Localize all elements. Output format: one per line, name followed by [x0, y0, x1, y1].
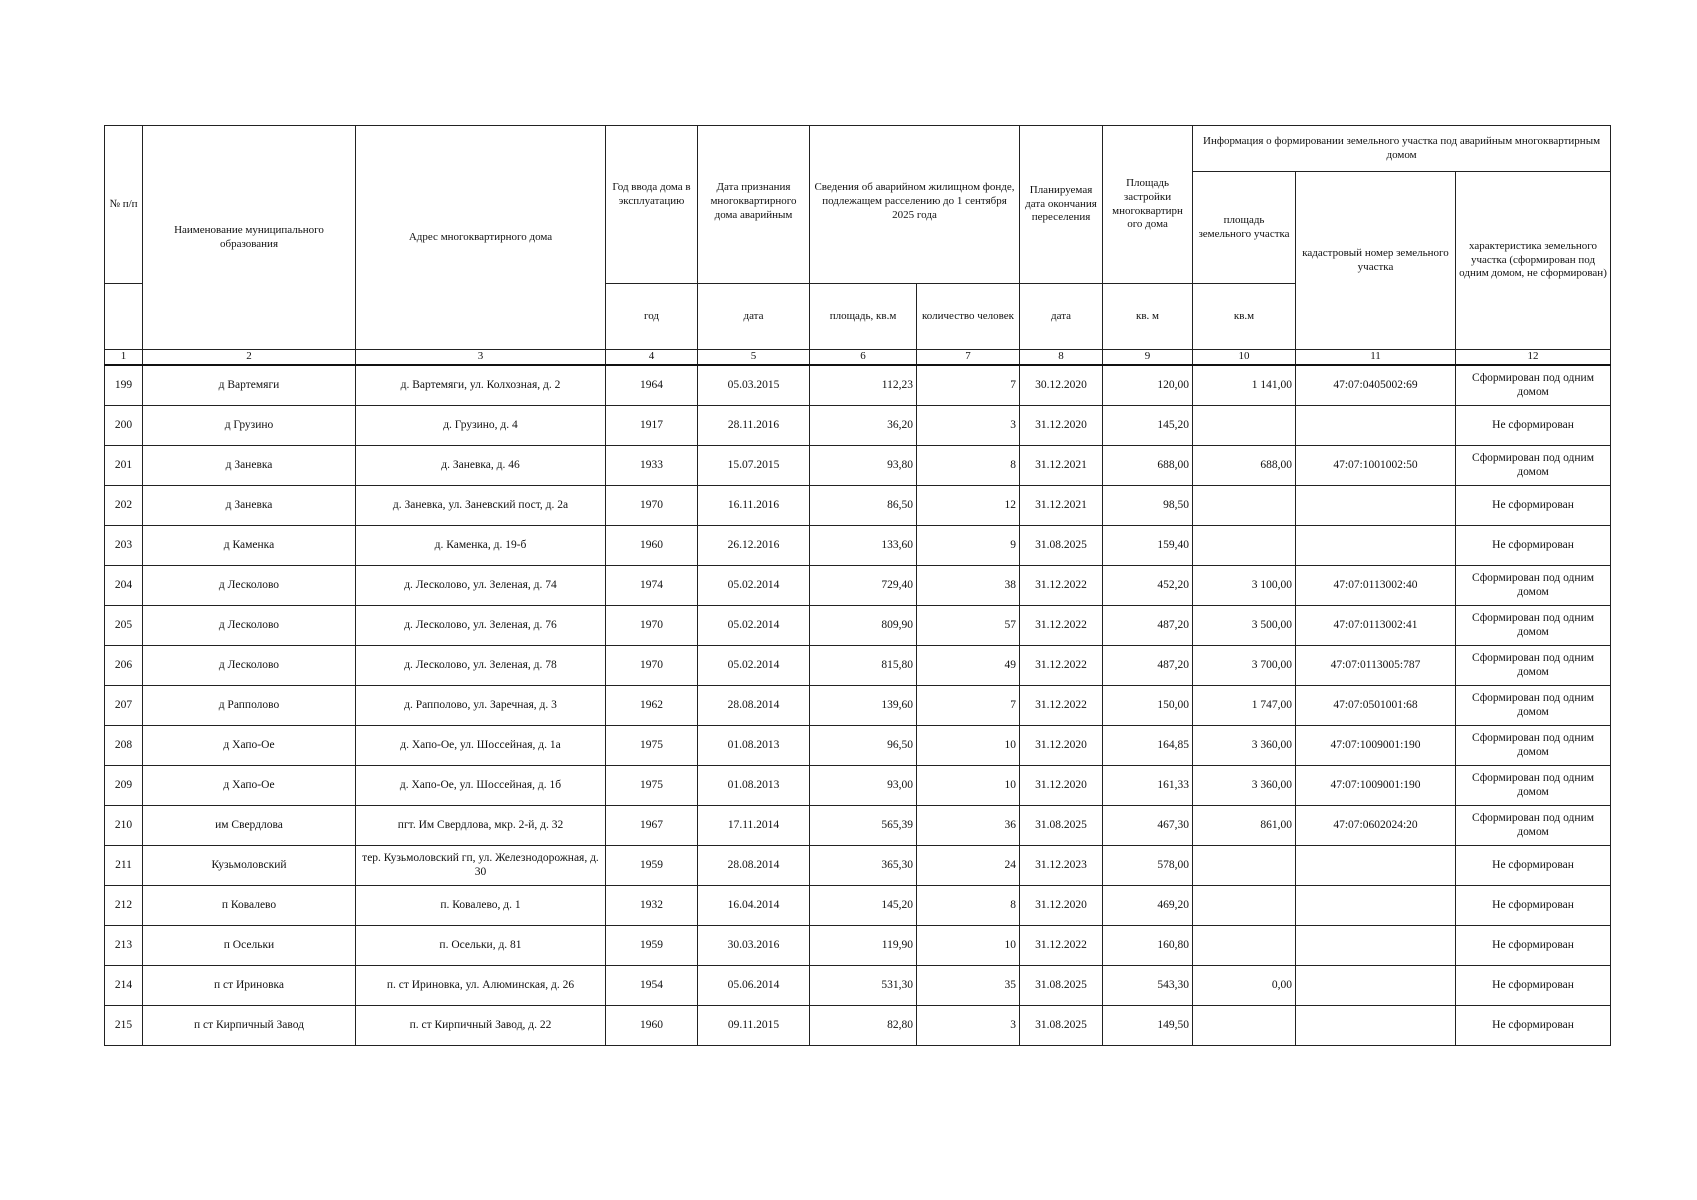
row-number-cell: 211	[105, 845, 143, 885]
emergency-date-cell: 30.03.2016	[698, 925, 810, 965]
building-area-cell: 120,00	[1103, 365, 1193, 406]
table-row	[105, 605, 1611, 645]
people-count-cell: 36	[917, 805, 1020, 845]
land-area-cell	[1193, 525, 1296, 565]
planned-date-cell: 30.12.2020	[1020, 365, 1103, 406]
unit-col-5: дата	[698, 284, 810, 350]
building-area-cell: 160,80	[1103, 925, 1193, 965]
people-count-cell: 10	[917, 925, 1020, 965]
land-area-cell	[1193, 405, 1296, 445]
column-number: 12	[1456, 350, 1611, 365]
row-number-cell: 208	[105, 725, 143, 765]
municipality-name-cell: д Рапполово	[143, 685, 356, 725]
cadastral-number-cell: 47:07:1009001:190	[1296, 765, 1456, 805]
municipality-name-cell: д Заневка	[143, 485, 356, 525]
row-number-cell: 201	[105, 445, 143, 485]
planned-date-cell: 31.12.2021	[1020, 485, 1103, 525]
year-built-cell: 1974	[606, 565, 698, 605]
land-status-cell: Не сформирован	[1456, 845, 1611, 885]
table-row	[105, 445, 1611, 485]
row-number-cell: 200	[105, 405, 143, 445]
land-area-cell: 1 747,00	[1193, 685, 1296, 725]
land-area-cell	[1193, 925, 1296, 965]
area-cell: 93,80	[810, 445, 917, 485]
people-count-cell: 8	[917, 445, 1020, 485]
emergency-date-cell: 26.12.2016	[698, 525, 810, 565]
address-cell: д. Хапо-Ое, ул. Шоссейная, д. 1б	[356, 765, 606, 805]
header-col-1: № п/п	[105, 126, 143, 284]
planned-date-cell: 31.12.2020	[1020, 885, 1103, 925]
emergency-date-cell: 05.06.2014	[698, 965, 810, 1005]
header-col-2: Наименование муниципального образования	[143, 126, 356, 350]
emergency-date-cell: 15.07.2015	[698, 445, 810, 485]
table-row	[105, 525, 1611, 565]
unit-col-10: кв.м	[1193, 284, 1296, 350]
row-number-cell: 209	[105, 765, 143, 805]
land-area-cell: 3 700,00	[1193, 645, 1296, 685]
land-area-cell	[1193, 1005, 1296, 1045]
cadastral-number-cell	[1296, 845, 1456, 885]
land-status-cell: Не сформирован	[1456, 525, 1611, 565]
area-cell: 145,20	[810, 885, 917, 925]
area-cell: 86,50	[810, 485, 917, 525]
people-count-cell: 8	[917, 885, 1020, 925]
planned-date-cell: 31.12.2022	[1020, 925, 1103, 965]
row-number-cell: 215	[105, 1005, 143, 1045]
address-cell: п. ст Кирпичный Завод, д. 22	[356, 1005, 606, 1045]
municipality-name-cell: п Осельки	[143, 925, 356, 965]
land-area-cell: 3 360,00	[1193, 765, 1296, 805]
planned-date-cell: 31.12.2022	[1020, 605, 1103, 645]
row-number-cell: 212	[105, 885, 143, 925]
header-col-3: Адрес многоквартирного дома	[356, 126, 606, 350]
people-count-cell: 10	[917, 765, 1020, 805]
unit-col-8: дата	[1020, 284, 1103, 350]
year-built-cell: 1917	[606, 405, 698, 445]
header-col-12: характеристика земельного участка (сформирован под одним домом, не сформирован)	[1456, 172, 1611, 350]
area-cell: 36,20	[810, 405, 917, 445]
people-count-cell: 3	[917, 405, 1020, 445]
table-row	[105, 1005, 1611, 1045]
cadastral-number-cell: 47:07:0113005:787	[1296, 645, 1456, 685]
column-number: 1	[105, 350, 143, 365]
header-col-6-7: Сведения об аварийном жилищном фонде, подлежащем расселению до 1 сентября 2025 года	[810, 126, 1020, 284]
emergency-date-cell: 16.11.2016	[698, 485, 810, 525]
people-count-cell: 3	[917, 1005, 1020, 1045]
planned-date-cell: 31.12.2020	[1020, 405, 1103, 445]
year-built-cell: 1962	[606, 685, 698, 725]
column-number: 7	[917, 350, 1020, 365]
table-row	[105, 845, 1611, 885]
building-area-cell: 578,00	[1103, 845, 1193, 885]
year-built-cell: 1954	[606, 965, 698, 1005]
cadastral-number-cell	[1296, 405, 1456, 445]
municipality-name-cell: д Лесколово	[143, 565, 356, 605]
land-status-cell: Сформирован под одним домом	[1456, 445, 1611, 485]
emergency-date-cell: 05.02.2014	[698, 645, 810, 685]
land-area-cell	[1193, 485, 1296, 525]
municipality-name-cell: п Ковалево	[143, 885, 356, 925]
municipality-name-cell: п ст Кирпичный Завод	[143, 1005, 356, 1045]
area-cell: 139,60	[810, 685, 917, 725]
header-col-9: Площадь застройки многоквартирн ого дома	[1103, 126, 1193, 284]
land-area-cell: 3 500,00	[1193, 605, 1296, 645]
column-number: 9	[1103, 350, 1193, 365]
area-cell: 93,00	[810, 765, 917, 805]
address-cell: п. Осельки, д. 81	[356, 925, 606, 965]
row-number-cell: 214	[105, 965, 143, 1005]
address-cell: д. Лесколово, ул. Зеленая, д. 74	[356, 565, 606, 605]
people-count-cell: 57	[917, 605, 1020, 645]
land-area-cell: 1 141,00	[1193, 365, 1296, 406]
row-number-cell: 199	[105, 365, 143, 406]
emergency-housing-table	[104, 125, 1611, 1046]
row-number-cell: 204	[105, 565, 143, 605]
address-cell: д. Каменка, д. 19-б	[356, 525, 606, 565]
planned-date-cell: 31.08.2025	[1020, 965, 1103, 1005]
cadastral-number-cell: 47:07:0405002:69	[1296, 365, 1456, 406]
table-row	[105, 645, 1611, 685]
column-number: 2	[143, 350, 356, 365]
land-area-cell: 3 360,00	[1193, 725, 1296, 765]
unit-col-6: площадь, кв.м	[810, 284, 917, 350]
table-row	[105, 365, 1611, 406]
area-cell: 112,23	[810, 365, 917, 406]
cadastral-number-cell	[1296, 485, 1456, 525]
header-col-10: площадь земельного участка	[1193, 172, 1296, 284]
address-cell: пгт. Им Свердлова, мкр. 2-й, д. 32	[356, 805, 606, 845]
address-cell: тер. Кузьмоловский гп, ул. Железнодорожная, д. 30	[356, 845, 606, 885]
address-cell: д. Рапполово, ул. Заречная, д. 3	[356, 685, 606, 725]
land-area-cell: 3 100,00	[1193, 565, 1296, 605]
land-status-cell: Сформирован под одним домом	[1456, 805, 1611, 845]
table-row	[105, 885, 1611, 925]
header-col-10-12: Информация о формировании земельного участка под аварийным многоквартирным домом	[1193, 126, 1611, 172]
emergency-date-cell: 09.11.2015	[698, 1005, 810, 1045]
cadastral-number-cell	[1296, 1005, 1456, 1045]
cadastral-number-cell	[1296, 925, 1456, 965]
year-built-cell: 1959	[606, 845, 698, 885]
row-number-cell: 205	[105, 605, 143, 645]
year-built-cell: 1970	[606, 605, 698, 645]
building-area-cell: 164,85	[1103, 725, 1193, 765]
unit-col-1	[105, 284, 143, 350]
land-status-cell: Сформирован под одним домом	[1456, 645, 1611, 685]
land-status-cell: Не сформирован	[1456, 405, 1611, 445]
land-status-cell: Не сформирован	[1456, 485, 1611, 525]
area-cell: 82,80	[810, 1005, 917, 1045]
people-count-cell: 35	[917, 965, 1020, 1005]
column-number: 4	[606, 350, 698, 365]
planned-date-cell: 31.08.2025	[1020, 805, 1103, 845]
building-area-cell: 469,20	[1103, 885, 1193, 925]
address-cell: п. Ковалево, д. 1	[356, 885, 606, 925]
land-status-cell: Сформирован под одним домом	[1456, 725, 1611, 765]
land-status-cell: Сформирован под одним домом	[1456, 605, 1611, 645]
land-status-cell: Сформирован под одним домом	[1456, 685, 1611, 725]
municipality-name-cell: д Грузино	[143, 405, 356, 445]
address-cell: д. Заневка, ул. Заневский пост, д. 2а	[356, 485, 606, 525]
area-cell: 531,30	[810, 965, 917, 1005]
header-col-8: Планируемая дата окончания переселения	[1020, 126, 1103, 284]
year-built-cell: 1975	[606, 725, 698, 765]
cadastral-number-cell: 47:07:0602024:20	[1296, 805, 1456, 845]
emergency-date-cell: 05.03.2015	[698, 365, 810, 406]
table-row	[105, 685, 1611, 725]
table-body	[105, 365, 1611, 1046]
header-col-5: Дата признания многоквартирного дома аварийным	[698, 126, 810, 284]
emergency-date-cell: 16.04.2014	[698, 885, 810, 925]
planned-date-cell: 31.12.2022	[1020, 685, 1103, 725]
land-status-cell: Не сформирован	[1456, 1005, 1611, 1045]
year-built-cell: 1960	[606, 525, 698, 565]
column-number: 6	[810, 350, 917, 365]
cadastral-number-cell: 47:07:1009001:190	[1296, 725, 1456, 765]
emergency-date-cell: 17.11.2014	[698, 805, 810, 845]
row-number-cell: 213	[105, 925, 143, 965]
area-cell: 565,39	[810, 805, 917, 845]
address-cell: д. Лесколово, ул. Зеленая, д. 76	[356, 605, 606, 645]
year-built-cell: 1960	[606, 1005, 698, 1045]
municipality-name-cell: д Хапо-Ое	[143, 765, 356, 805]
land-status-cell: Сформирован под одним домом	[1456, 565, 1611, 605]
row-number-cell: 202	[105, 485, 143, 525]
address-cell: д. Заневка, д. 46	[356, 445, 606, 485]
municipality-name-cell: д Лесколово	[143, 605, 356, 645]
planned-date-cell: 31.12.2021	[1020, 445, 1103, 485]
area-cell: 119,90	[810, 925, 917, 965]
table-row	[105, 725, 1611, 765]
municipality-name-cell: п ст Ириновка	[143, 965, 356, 1005]
row-number-cell: 203	[105, 525, 143, 565]
area-cell: 365,30	[810, 845, 917, 885]
row-number-cell: 206	[105, 645, 143, 685]
land-area-cell	[1193, 845, 1296, 885]
emergency-date-cell: 28.08.2014	[698, 845, 810, 885]
unit-col-7: количество человек	[917, 284, 1020, 350]
municipality-name-cell: д Лесколово	[143, 645, 356, 685]
land-status-cell: Не сформирован	[1456, 965, 1611, 1005]
building-area-cell: 688,00	[1103, 445, 1193, 485]
emergency-date-cell: 28.11.2016	[698, 405, 810, 445]
land-area-cell: 688,00	[1193, 445, 1296, 485]
land-status-cell: Сформирован под одним домом	[1456, 365, 1611, 406]
year-built-cell: 1933	[606, 445, 698, 485]
row-number-cell: 207	[105, 685, 143, 725]
planned-date-cell: 31.08.2025	[1020, 1005, 1103, 1045]
column-number: 8	[1020, 350, 1103, 365]
land-area-cell: 861,00	[1193, 805, 1296, 845]
year-built-cell: 1959	[606, 925, 698, 965]
header-col-11: кадастровый номер земельного участка	[1296, 172, 1456, 350]
building-area-cell: 98,50	[1103, 485, 1193, 525]
cadastral-number-cell	[1296, 965, 1456, 1005]
cadastral-number-cell: 47:07:0113002:41	[1296, 605, 1456, 645]
emergency-date-cell: 05.02.2014	[698, 605, 810, 645]
municipality-name-cell: им Свердлова	[143, 805, 356, 845]
area-cell: 815,80	[810, 645, 917, 685]
year-built-cell: 1975	[606, 765, 698, 805]
building-area-cell: 159,40	[1103, 525, 1193, 565]
planned-date-cell: 31.12.2020	[1020, 765, 1103, 805]
table-row	[105, 805, 1611, 845]
planned-date-cell: 31.12.2023	[1020, 845, 1103, 885]
table-row	[105, 765, 1611, 805]
building-area-cell: 543,30	[1103, 965, 1193, 1005]
planned-date-cell: 31.12.2022	[1020, 565, 1103, 605]
cadastral-number-cell: 47:07:0113002:40	[1296, 565, 1456, 605]
area-cell: 133,60	[810, 525, 917, 565]
municipality-name-cell: д Каменка	[143, 525, 356, 565]
table-row	[105, 565, 1611, 605]
table-row	[105, 485, 1611, 525]
unit-col-4: год	[606, 284, 698, 350]
building-area-cell: 145,20	[1103, 405, 1193, 445]
people-count-cell: 12	[917, 485, 1020, 525]
emergency-date-cell: 05.02.2014	[698, 565, 810, 605]
emergency-date-cell: 01.08.2013	[698, 765, 810, 805]
year-built-cell: 1970	[606, 645, 698, 685]
land-area-cell	[1193, 885, 1296, 925]
address-cell: д. Лесколово, ул. Зеленая, д. 78	[356, 645, 606, 685]
area-cell: 96,50	[810, 725, 917, 765]
area-cell: 729,40	[810, 565, 917, 605]
building-area-cell: 149,50	[1103, 1005, 1193, 1045]
table-row	[105, 965, 1611, 1005]
header-col-4: Год ввода дома в эксплуатацию	[606, 126, 698, 284]
table-row	[105, 405, 1611, 445]
cadastral-number-cell	[1296, 885, 1456, 925]
column-number: 3	[356, 350, 606, 365]
people-count-cell: 7	[917, 365, 1020, 406]
year-built-cell: 1932	[606, 885, 698, 925]
building-area-cell: 452,20	[1103, 565, 1193, 605]
municipality-name-cell: д Вартемяги	[143, 365, 356, 406]
area-cell: 809,90	[810, 605, 917, 645]
housing-table-sheet	[104, 125, 1611, 1046]
unit-col-9: кв. м	[1103, 284, 1193, 350]
planned-date-cell: 31.12.2022	[1020, 645, 1103, 685]
year-built-cell: 1970	[606, 485, 698, 525]
land-status-cell: Не сформирован	[1456, 925, 1611, 965]
column-number: 11	[1296, 350, 1456, 365]
row-number-cell: 210	[105, 805, 143, 845]
land-status-cell: Не сформирован	[1456, 885, 1611, 925]
building-area-cell: 161,33	[1103, 765, 1193, 805]
emergency-date-cell: 01.08.2013	[698, 725, 810, 765]
year-built-cell: 1967	[606, 805, 698, 845]
address-cell: п. ст Ириновка, ул. Алюминская, д. 26	[356, 965, 606, 1005]
planned-date-cell: 31.08.2025	[1020, 525, 1103, 565]
emergency-date-cell: 28.08.2014	[698, 685, 810, 725]
building-area-cell: 487,20	[1103, 605, 1193, 645]
people-count-cell: 9	[917, 525, 1020, 565]
cadastral-number-cell: 47:07:0501001:68	[1296, 685, 1456, 725]
municipality-name-cell: Кузьмоловский	[143, 845, 356, 885]
column-number: 10	[1193, 350, 1296, 365]
column-number: 5	[698, 350, 810, 365]
municipality-name-cell: д Заневка	[143, 445, 356, 485]
address-cell: д. Грузино, д. 4	[356, 405, 606, 445]
people-count-cell: 24	[917, 845, 1020, 885]
address-cell: д. Хапо-Ое, ул. Шоссейная, д. 1а	[356, 725, 606, 765]
people-count-cell: 38	[917, 565, 1020, 605]
table-row	[105, 925, 1611, 965]
people-count-cell: 10	[917, 725, 1020, 765]
land-area-cell: 0,00	[1193, 965, 1296, 1005]
building-area-cell: 150,00	[1103, 685, 1193, 725]
building-area-cell: 487,20	[1103, 645, 1193, 685]
building-area-cell: 467,30	[1103, 805, 1193, 845]
address-cell: д. Вартемяги, ул. Колхозная, д. 2	[356, 365, 606, 406]
year-built-cell: 1964	[606, 365, 698, 406]
cadastral-number-cell: 47:07:1001002:50	[1296, 445, 1456, 485]
cadastral-number-cell	[1296, 525, 1456, 565]
people-count-cell: 7	[917, 685, 1020, 725]
people-count-cell: 49	[917, 645, 1020, 685]
land-status-cell: Сформирован под одним домом	[1456, 765, 1611, 805]
municipality-name-cell: д Хапо-Ое	[143, 725, 356, 765]
planned-date-cell: 31.12.2020	[1020, 725, 1103, 765]
